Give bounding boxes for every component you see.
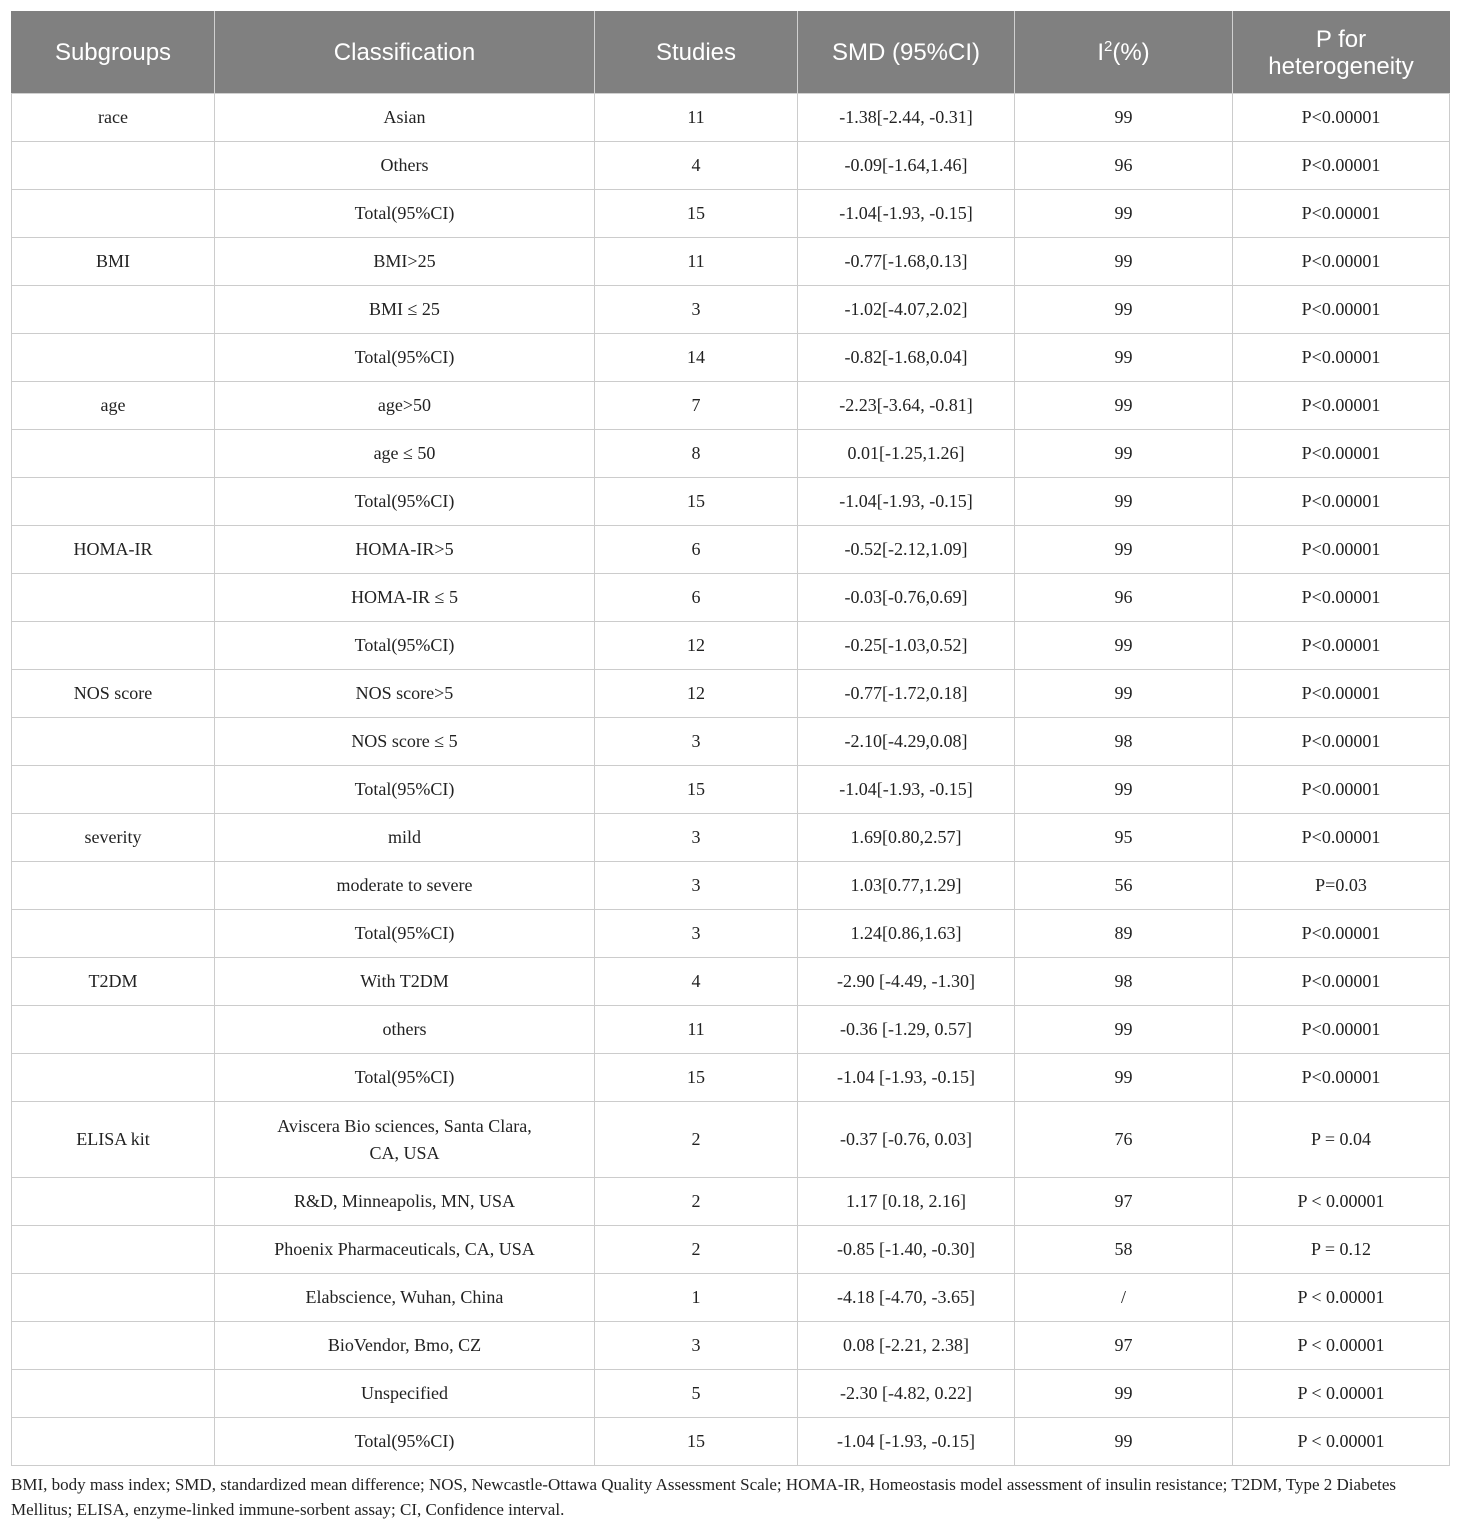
header-row — [12, 12, 1450, 94]
cell-studies: 3 — [595, 910, 798, 958]
table-row — [12, 574, 1450, 622]
cell-classification: Total(95%CI) — [215, 1418, 595, 1466]
header-i2-base: I — [1097, 39, 1104, 66]
table-row — [12, 1226, 1450, 1274]
cell-smd: 1.69[0.80,2.57] — [798, 814, 1015, 862]
table-row — [12, 238, 1450, 286]
cell-i2: 99 — [1015, 766, 1233, 814]
cell-smd: -4.18 [-4.70, -3.65] — [798, 1274, 1015, 1322]
cell-subgroup: ELISA kit — [12, 1102, 215, 1178]
table-row — [12, 1102, 1450, 1178]
cell-smd: -1.04[-1.93, -0.15] — [798, 190, 1015, 238]
cell-classification: With T2DM — [215, 958, 595, 1006]
cell-smd: -0.25[-1.03,0.52] — [798, 622, 1015, 670]
cell-subgroup: BMI — [12, 238, 215, 286]
cell-smd: -0.52[-2.12,1.09] — [798, 526, 1015, 574]
cell-i2: 89 — [1015, 910, 1233, 958]
cell-p-value: P < 0.00001 — [1233, 1370, 1450, 1418]
cell-classification: age ≤ 50 — [215, 430, 595, 478]
cell-i2: / — [1015, 1274, 1233, 1322]
cell-p-value: P<0.00001 — [1233, 382, 1450, 430]
cell-i2: 99 — [1015, 622, 1233, 670]
header-i2 — [1015, 12, 1233, 94]
table-row — [12, 718, 1450, 766]
cell-studies: 4 — [595, 142, 798, 190]
cell-subgroup — [12, 1006, 215, 1054]
cell-smd: -0.77[-1.68,0.13] — [798, 238, 1015, 286]
cell-subgroup — [12, 766, 215, 814]
cell-i2: 99 — [1015, 190, 1233, 238]
cell-subgroup: severity — [12, 814, 215, 862]
header-studies: Studies — [595, 12, 798, 94]
table-row — [12, 1006, 1450, 1054]
cell-studies: 15 — [595, 1418, 798, 1466]
cell-i2: 99 — [1015, 94, 1233, 142]
table-body — [12, 94, 1450, 1466]
cell-subgroup — [12, 334, 215, 382]
cell-i2: 96 — [1015, 574, 1233, 622]
table-row — [12, 1054, 1450, 1102]
header-p-heterogeneity — [1233, 12, 1450, 94]
cell-i2: 97 — [1015, 1178, 1233, 1226]
cell-i2: 96 — [1015, 142, 1233, 190]
cell-p-value: P < 0.00001 — [1233, 1322, 1450, 1370]
table-row — [12, 286, 1450, 334]
cell-smd: 1.17 [0.18, 2.16] — [798, 1178, 1015, 1226]
cell-classification: Total(95%CI) — [215, 190, 595, 238]
table-row — [12, 862, 1450, 910]
header-i2-superscript: 2 — [1104, 38, 1113, 55]
cell-studies: 3 — [595, 814, 798, 862]
cell-subgroup — [12, 574, 215, 622]
cell-classification: HOMA-IR ≤ 5 — [215, 574, 595, 622]
cell-classification: Total(95%CI) — [215, 622, 595, 670]
cell-p-value: P<0.00001 — [1233, 1006, 1450, 1054]
cell-p-value: P<0.00001 — [1233, 814, 1450, 862]
cell-smd: -2.90 [-4.49, -1.30] — [798, 958, 1015, 1006]
cell-p-value: P = 0.04 — [1233, 1102, 1450, 1178]
table-row — [12, 1418, 1450, 1466]
cell-p-value: P<0.00001 — [1233, 478, 1450, 526]
cell-p-value: P < 0.00001 — [1233, 1418, 1450, 1466]
table-row — [12, 622, 1450, 670]
cell-studies: 6 — [595, 526, 798, 574]
cell-subgroup — [12, 1054, 215, 1102]
table-row — [12, 1178, 1450, 1226]
cell-smd: -1.04[-1.93, -0.15] — [798, 766, 1015, 814]
cell-smd: -2.30 [-4.82, 0.22] — [798, 1370, 1015, 1418]
cell-subgroup: race — [12, 94, 215, 142]
cell-subgroup: T2DM — [12, 958, 215, 1006]
cell-studies: 8 — [595, 430, 798, 478]
cell-smd: -0.82[-1.68,0.04] — [798, 334, 1015, 382]
cell-i2: 98 — [1015, 718, 1233, 766]
cell-p-value: P<0.00001 — [1233, 910, 1450, 958]
cell-p-value: P < 0.00001 — [1233, 1274, 1450, 1322]
cell-p-value: P<0.00001 — [1233, 526, 1450, 574]
cell-i2: 99 — [1015, 238, 1233, 286]
cell-p-value: P<0.00001 — [1233, 670, 1450, 718]
cell-classification: Others — [215, 142, 595, 190]
cell-classification: NOS score>5 — [215, 670, 595, 718]
cell-i2: 56 — [1015, 862, 1233, 910]
cell-i2: 99 — [1015, 478, 1233, 526]
table-row — [12, 526, 1450, 574]
header-subgroups: Subgroups — [12, 12, 215, 94]
cell-studies: 15 — [595, 1054, 798, 1102]
cell-smd: -1.04 [-1.93, -0.15] — [798, 1418, 1015, 1466]
cell-smd: -0.37 [-0.76, 0.03] — [798, 1102, 1015, 1178]
table-row — [12, 910, 1450, 958]
table-row — [12, 766, 1450, 814]
cell-subgroup — [12, 862, 215, 910]
table-row — [12, 958, 1450, 1006]
cell-classification-line2: CA, USA — [369, 1142, 440, 1163]
cell-studies: 2 — [595, 1226, 798, 1274]
cell-smd: -1.04 [-1.93, -0.15] — [798, 1054, 1015, 1102]
cell-classification: mild — [215, 814, 595, 862]
cell-studies: 11 — [595, 1006, 798, 1054]
cell-classification — [215, 1102, 595, 1178]
header-p-line1: P for — [1315, 25, 1367, 53]
cell-classification: Asian — [215, 94, 595, 142]
cell-subgroup — [12, 1226, 215, 1274]
cell-i2: 99 — [1015, 1054, 1233, 1102]
cell-p-value: P<0.00001 — [1233, 142, 1450, 190]
cell-subgroup — [12, 1418, 215, 1466]
cell-subgroup — [12, 1178, 215, 1226]
cell-subgroup: HOMA-IR — [12, 526, 215, 574]
cell-studies: 12 — [595, 622, 798, 670]
cell-p-value: P=0.03 — [1233, 862, 1450, 910]
cell-smd: 1.03[0.77,1.29] — [798, 862, 1015, 910]
cell-studies: 5 — [595, 1370, 798, 1418]
cell-studies: 2 — [595, 1178, 798, 1226]
cell-i2: 99 — [1015, 382, 1233, 430]
cell-i2: 98 — [1015, 958, 1233, 1006]
cell-classification: BioVendor, Bmo, CZ — [215, 1322, 595, 1370]
cell-subgroup — [12, 142, 215, 190]
cell-smd: -2.10[-4.29,0.08] — [798, 718, 1015, 766]
cell-studies: 1 — [595, 1274, 798, 1322]
table-row — [12, 190, 1450, 238]
cell-smd: 0.01[-1.25,1.26] — [798, 430, 1015, 478]
cell-subgroup — [12, 622, 215, 670]
cell-classification: BMI>25 — [215, 238, 595, 286]
cell-subgroup — [12, 1322, 215, 1370]
table-row — [12, 478, 1450, 526]
cell-studies: 15 — [595, 478, 798, 526]
cell-i2: 99 — [1015, 1418, 1233, 1466]
cell-classification: Total(95%CI) — [215, 910, 595, 958]
cell-classification: NOS score ≤ 5 — [215, 718, 595, 766]
cell-classification-line1: Aviscera Bio sciences, Santa Clara, — [277, 1115, 532, 1136]
cell-classification: BMI ≤ 25 — [215, 286, 595, 334]
cell-p-value: P<0.00001 — [1233, 574, 1450, 622]
cell-studies: 11 — [595, 238, 798, 286]
cell-i2: 99 — [1015, 526, 1233, 574]
cell-classification: R&D, Minneapolis, MN, USA — [215, 1178, 595, 1226]
header-p-line2: heterogeneity — [1268, 52, 1414, 80]
cell-p-value: P<0.00001 — [1233, 238, 1450, 286]
table-row — [12, 1274, 1450, 1322]
table-row — [12, 1370, 1450, 1418]
cell-i2: 99 — [1015, 286, 1233, 334]
cell-subgroup — [12, 478, 215, 526]
cell-p-value: P<0.00001 — [1233, 190, 1450, 238]
cell-i2: 76 — [1015, 1102, 1233, 1178]
cell-classification: HOMA-IR>5 — [215, 526, 595, 574]
cell-p-value: P = 0.12 — [1233, 1226, 1450, 1274]
cell-smd: -0.03[-0.76,0.69] — [798, 574, 1015, 622]
cell-i2: 58 — [1015, 1226, 1233, 1274]
cell-subgroup — [12, 718, 215, 766]
cell-smd: 0.08 [-2.21, 2.38] — [798, 1322, 1015, 1370]
cell-studies: 2 — [595, 1102, 798, 1178]
table-row — [12, 382, 1450, 430]
cell-smd: -1.02[-4.07,2.02] — [798, 286, 1015, 334]
cell-p-value: P<0.00001 — [1233, 430, 1450, 478]
cell-i2: 99 — [1015, 1006, 1233, 1054]
cell-studies: 12 — [595, 670, 798, 718]
cell-smd: -1.04[-1.93, -0.15] — [798, 478, 1015, 526]
table-row — [12, 334, 1450, 382]
cell-p-value: P<0.00001 — [1233, 958, 1450, 1006]
cell-studies: 15 — [595, 190, 798, 238]
cell-subgroup — [12, 1274, 215, 1322]
cell-i2: 99 — [1015, 430, 1233, 478]
cell-smd: -0.85 [-1.40, -0.30] — [798, 1226, 1015, 1274]
cell-smd: -0.36 [-1.29, 0.57] — [798, 1006, 1015, 1054]
cell-classification: Unspecified — [215, 1370, 595, 1418]
cell-classification: moderate to severe — [215, 862, 595, 910]
cell-subgroup — [12, 430, 215, 478]
cell-smd: -2.23[-3.64, -0.81] — [798, 382, 1015, 430]
cell-smd: 1.24[0.86,1.63] — [798, 910, 1015, 958]
table-row — [12, 814, 1450, 862]
cell-classification: Elabscience, Wuhan, China — [215, 1274, 595, 1322]
cell-p-value: P<0.00001 — [1233, 286, 1450, 334]
cell-p-value: P<0.00001 — [1233, 334, 1450, 382]
cell-subgroup — [12, 910, 215, 958]
cell-smd: -1.38[-2.44, -0.31] — [798, 94, 1015, 142]
header-classification: Classification — [215, 12, 595, 94]
table-row — [12, 94, 1450, 142]
cell-smd: -0.09[-1.64,1.46] — [798, 142, 1015, 190]
cell-i2: 99 — [1015, 334, 1233, 382]
cell-p-value: P<0.00001 — [1233, 94, 1450, 142]
cell-studies: 11 — [595, 94, 798, 142]
table-row — [12, 670, 1450, 718]
cell-i2: 99 — [1015, 670, 1233, 718]
cell-subgroup — [12, 1370, 215, 1418]
cell-classification: Total(95%CI) — [215, 1054, 595, 1102]
table-row — [12, 142, 1450, 190]
cell-subgroup — [12, 286, 215, 334]
cell-studies: 15 — [595, 766, 798, 814]
cell-p-value: P<0.00001 — [1233, 766, 1450, 814]
cell-studies: 14 — [595, 334, 798, 382]
table-row — [12, 430, 1450, 478]
subgroup-analysis-table — [11, 11, 1450, 1466]
cell-studies: 3 — [595, 718, 798, 766]
cell-p-value: P<0.00001 — [1233, 1054, 1450, 1102]
cell-i2: 99 — [1015, 1370, 1233, 1418]
cell-p-value: P<0.00001 — [1233, 622, 1450, 670]
cell-subgroup: NOS score — [12, 670, 215, 718]
cell-p-value: P < 0.00001 — [1233, 1178, 1450, 1226]
cell-p-value: P<0.00001 — [1233, 718, 1450, 766]
cell-studies: 4 — [595, 958, 798, 1006]
header-smd: SMD (95%CI) — [798, 12, 1015, 94]
table-footnote: BMI, body mass index; SMD, standardized mean difference; NOS, Newcastle-Ottawa Quality Assessment Scale; HOMA-IR, Homeostasis model assessment of insulin resistance; T2DM, Type 2 Diabetes Mellitus; ELISA, enzyme-linked immune-sorbent assay; CI, Confidence interval. — [11, 1475, 1397, 1519]
cell-smd: -0.77[-1.72,0.18] — [798, 670, 1015, 718]
cell-studies: 6 — [595, 574, 798, 622]
cell-classification: age>50 — [215, 382, 595, 430]
cell-classification: Total(95%CI) — [215, 334, 595, 382]
cell-classification: Phoenix Pharmaceuticals, CA, USA — [215, 1226, 595, 1274]
cell-subgroup — [12, 190, 215, 238]
cell-studies: 3 — [595, 1322, 798, 1370]
header-i2-suffix: (%) — [1112, 39, 1150, 66]
cell-i2: 97 — [1015, 1322, 1233, 1370]
cell-studies: 3 — [595, 286, 798, 334]
cell-classification: Total(95%CI) — [215, 478, 595, 526]
cell-classification: Total(95%CI) — [215, 766, 595, 814]
cell-classification: others — [215, 1006, 595, 1054]
cell-studies: 7 — [595, 382, 798, 430]
cell-i2: 95 — [1015, 814, 1233, 862]
cell-studies: 3 — [595, 862, 798, 910]
table-row — [12, 1322, 1450, 1370]
cell-subgroup: age — [12, 382, 215, 430]
